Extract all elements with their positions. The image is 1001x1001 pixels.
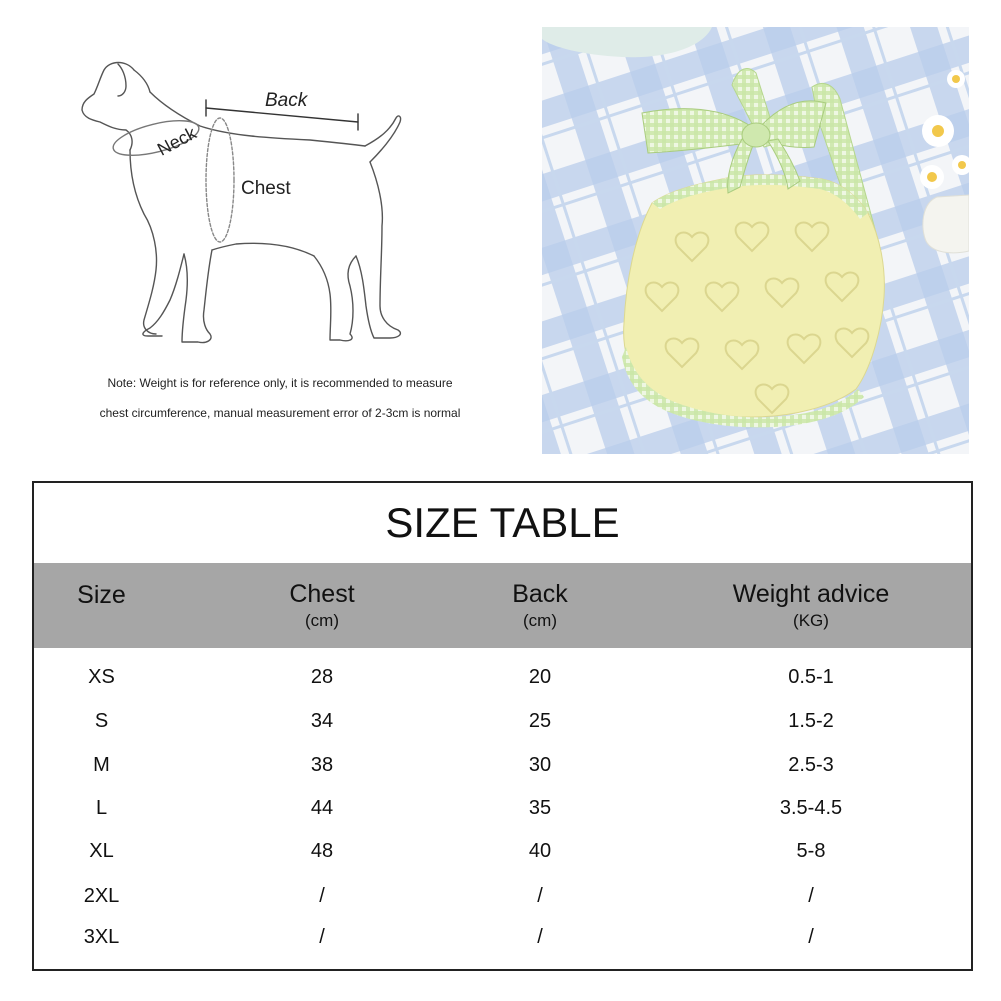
cell-size: S <box>94 710 109 732</box>
cell-chest: 44 <box>310 797 334 819</box>
cell-size: 3XL <box>83 926 120 948</box>
table-row <box>34 666 971 706</box>
dog-outline-illustration <box>30 30 500 370</box>
header-back <box>490 563 590 631</box>
header-back-unit: (cm) <box>523 611 557 630</box>
table-row <box>34 710 971 750</box>
table-row <box>34 840 971 880</box>
header-weight <box>731 563 891 631</box>
cell-size: XS <box>88 666 115 688</box>
cell-chest: 38 <box>310 754 334 776</box>
table-row <box>34 754 971 794</box>
cell-back: 35 <box>528 797 552 819</box>
cell-chest: 34 <box>310 710 334 732</box>
dog-measurement-diagram <box>30 30 500 450</box>
header-back-label: Back <box>512 580 568 608</box>
table-row <box>34 885 971 925</box>
measurement-note-line-1: Note: Weight is for reference only, it is recommended to measure <box>107 376 453 390</box>
cell-chest: 48 <box>310 840 334 862</box>
cell-size: M <box>93 754 110 776</box>
header-chest-unit: (cm) <box>305 611 339 630</box>
cell-chest: / <box>319 885 325 907</box>
cell-size: 2XL <box>83 885 120 907</box>
cell-back: 40 <box>528 840 552 862</box>
table-row <box>34 926 971 966</box>
cell-weight: 2.5-3 <box>788 754 834 776</box>
cell-weight: / <box>808 926 814 948</box>
cell-weight: 1.5-2 <box>788 710 834 732</box>
table-row <box>34 797 971 837</box>
cell-back: / <box>537 926 543 948</box>
cell-chest: 28 <box>310 666 334 688</box>
cell-size: XL <box>89 840 114 862</box>
header-weight-label: Weight advice <box>732 580 890 608</box>
header-chest-label: Chest <box>289 580 355 608</box>
cell-weight: / <box>808 885 814 907</box>
cell-weight: 5-8 <box>796 840 826 862</box>
cell-back: / <box>537 885 543 907</box>
header-chest <box>272 563 372 631</box>
cell-size: L <box>95 797 108 819</box>
dog-vest-illustration <box>542 27 969 454</box>
neck-measure-label: Neck <box>154 122 200 160</box>
header-size <box>54 563 149 610</box>
cell-back: 25 <box>528 710 552 732</box>
cell-weight: 0.5-1 <box>788 666 834 688</box>
measurement-note-line-2: chest circumference, manual measurement error of 2-3cm is normal <box>99 406 461 420</box>
size-table-title: SIZE TABLE <box>385 499 620 546</box>
header-weight-unit: (KG) <box>793 611 829 630</box>
size-table <box>32 481 973 971</box>
product-photo <box>542 27 969 454</box>
cell-weight: 3.5-4.5 <box>779 797 843 819</box>
cell-back: 20 <box>528 666 552 688</box>
chest-measure-label: Chest <box>241 178 291 199</box>
cell-back: 30 <box>528 754 552 776</box>
size-table-header <box>34 563 971 648</box>
cell-chest: / <box>319 926 325 948</box>
header-size-label: Size <box>77 581 126 609</box>
back-measure-label: Back <box>265 90 308 111</box>
